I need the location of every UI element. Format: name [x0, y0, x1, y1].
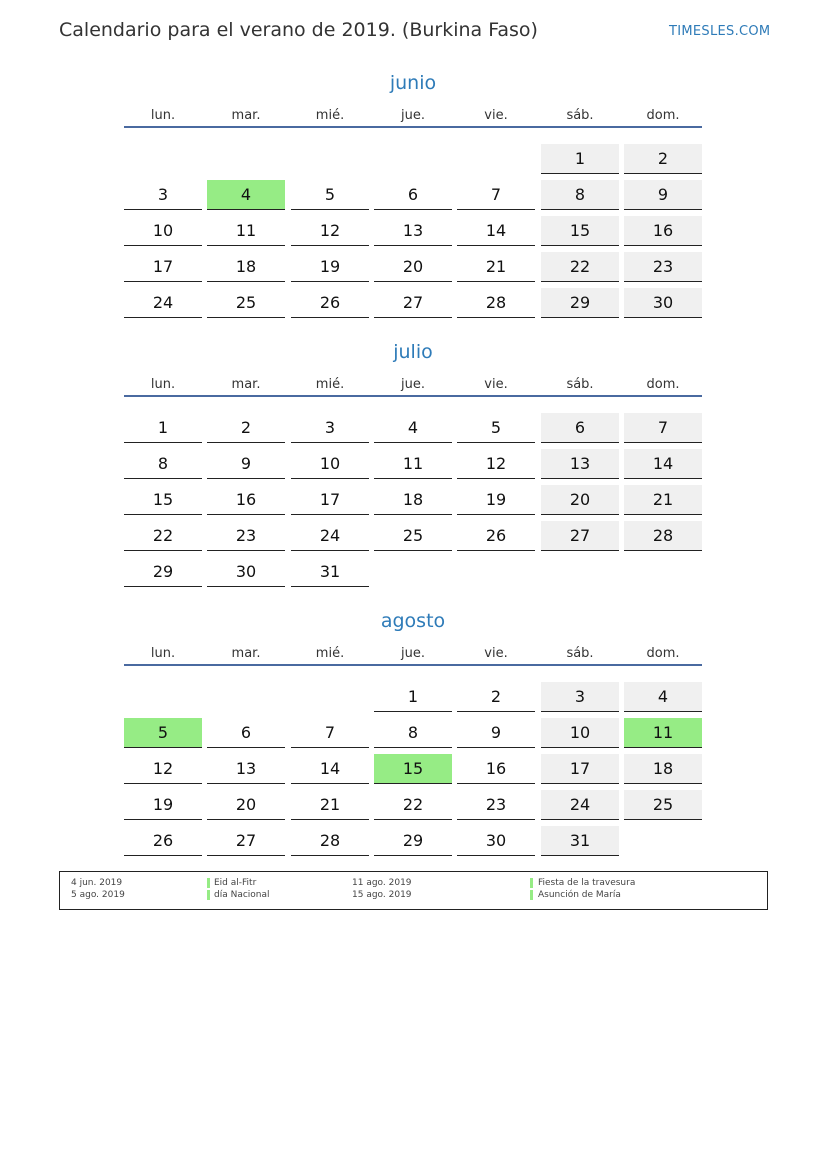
- holiday-marker: [207, 878, 210, 888]
- weekday-header: mar.: [231, 108, 261, 123]
- day-cell[interactable]: 26: [291, 288, 369, 318]
- day-cell[interactable]: 14: [291, 754, 369, 784]
- legend-date: 5 ago. 2019: [71, 890, 125, 900]
- day-cell[interactable]: 23: [624, 252, 702, 282]
- day-cell[interactable]: 14: [457, 216, 535, 246]
- day-cell[interactable]: 27: [207, 826, 285, 856]
- day-cell[interactable]: 14: [624, 449, 702, 479]
- legend-date: 15 ago. 2019: [352, 890, 412, 900]
- month-title: julio: [393, 341, 433, 363]
- weekday-header: mié.: [315, 377, 345, 392]
- day-cell[interactable]: 3: [541, 682, 619, 712]
- weekday-header: sáb.: [566, 108, 594, 123]
- legend-date: 11 ago. 2019: [352, 878, 412, 888]
- weekday-header: lun.: [150, 108, 176, 123]
- header-divider: [124, 395, 702, 397]
- day-cell[interactable]: 29: [541, 288, 619, 318]
- day-cell-holiday[interactable]: 15: [374, 754, 452, 784]
- day-cell[interactable]: 20: [374, 252, 452, 282]
- day-cell[interactable]: 8: [124, 449, 202, 479]
- day-cell[interactable]: 13: [207, 754, 285, 784]
- day-cell[interactable]: 1: [374, 682, 452, 712]
- holiday-marker: [530, 890, 533, 900]
- day-cell-holiday[interactable]: 5: [124, 718, 202, 748]
- day-cell[interactable]: 24: [541, 790, 619, 820]
- legend-date: 4 jun. 2019: [71, 878, 123, 888]
- day-cell[interactable]: 21: [624, 485, 702, 515]
- day-cell[interactable]: 24: [124, 288, 202, 318]
- day-cell[interactable]: 1: [124, 413, 202, 443]
- day-cell[interactable]: 10: [124, 216, 202, 246]
- day-cell[interactable]: 28: [457, 288, 535, 318]
- day-cell[interactable]: 10: [541, 718, 619, 748]
- day-cell[interactable]: 17: [541, 754, 619, 784]
- weekday-header: mié.: [315, 646, 345, 661]
- day-cell[interactable]: 7: [624, 413, 702, 443]
- day-cell[interactable]: 20: [541, 485, 619, 515]
- day-cell[interactable]: 15: [124, 485, 202, 515]
- day-cell[interactable]: 20: [207, 790, 285, 820]
- day-cell[interactable]: 17: [291, 485, 369, 515]
- day-cell[interactable]: 29: [374, 826, 452, 856]
- page-title: Calendario para el verano de 2019. (Burkina Faso): [59, 19, 538, 41]
- day-cell[interactable]: 9: [624, 180, 702, 210]
- weekday-header: jue.: [401, 646, 425, 661]
- day-cell[interactable]: 2: [624, 144, 702, 174]
- day-cell[interactable]: 19: [457, 485, 535, 515]
- day-cell[interactable]: 3: [291, 413, 369, 443]
- day-cell[interactable]: 23: [457, 790, 535, 820]
- header-divider: [124, 126, 702, 128]
- month-title: agosto: [380, 610, 446, 632]
- weekday-header: vie.: [484, 108, 508, 123]
- day-cell[interactable]: 4: [374, 413, 452, 443]
- weekday-header: dom.: [646, 108, 680, 123]
- day-cell[interactable]: 9: [207, 449, 285, 479]
- day-cell[interactable]: 2: [207, 413, 285, 443]
- weekday-header: vie.: [484, 377, 508, 392]
- day-cell[interactable]: 8: [374, 718, 452, 748]
- day-cell[interactable]: 22: [124, 521, 202, 551]
- day-cell[interactable]: 21: [291, 790, 369, 820]
- day-cell[interactable]: 24: [291, 521, 369, 551]
- day-cell[interactable]: 23: [207, 521, 285, 551]
- day-cell[interactable]: 30: [207, 557, 285, 587]
- day-cell[interactable]: 21: [457, 252, 535, 282]
- day-cell[interactable]: 16: [457, 754, 535, 784]
- day-cell[interactable]: 15: [541, 216, 619, 246]
- day-cell[interactable]: 6: [374, 180, 452, 210]
- day-cell[interactable]: 25: [624, 790, 702, 820]
- day-cell[interactable]: 5: [457, 413, 535, 443]
- day-cell[interactable]: 6: [207, 718, 285, 748]
- day-cell[interactable]: 28: [291, 826, 369, 856]
- weekday-header: jue.: [401, 108, 425, 123]
- day-cell[interactable]: 11: [207, 216, 285, 246]
- day-cell[interactable]: 16: [624, 216, 702, 246]
- holiday-legend: [59, 871, 768, 910]
- day-cell[interactable]: 26: [457, 521, 535, 551]
- day-cell[interactable]: 7: [291, 718, 369, 748]
- weekday-header: mar.: [231, 377, 261, 392]
- weekday-header: mar.: [231, 646, 261, 661]
- day-cell[interactable]: 11: [374, 449, 452, 479]
- legend-holiday-name: Asunción de María: [538, 890, 621, 900]
- day-cell[interactable]: 29: [124, 557, 202, 587]
- day-cell[interactable]: 7: [457, 180, 535, 210]
- weekday-header: vie.: [484, 646, 508, 661]
- day-cell[interactable]: 17: [124, 252, 202, 282]
- day-cell[interactable]: 2: [457, 682, 535, 712]
- day-cell[interactable]: 18: [374, 485, 452, 515]
- weekday-header: lun.: [150, 377, 176, 392]
- day-cell[interactable]: 19: [291, 252, 369, 282]
- day-cell[interactable]: 25: [207, 288, 285, 318]
- legend-holiday-name: día Nacional: [214, 890, 270, 900]
- weekday-header: dom.: [646, 377, 680, 392]
- day-cell[interactable]: 3: [124, 180, 202, 210]
- day-cell[interactable]: 18: [624, 754, 702, 784]
- day-cell[interactable]: 16: [207, 485, 285, 515]
- holiday-marker: [207, 890, 210, 900]
- day-cell[interactable]: 25: [374, 521, 452, 551]
- day-cell[interactable]: 9: [457, 718, 535, 748]
- day-cell[interactable]: 31: [291, 557, 369, 587]
- day-cell[interactable]: 31: [541, 826, 619, 856]
- month-title: junio: [389, 72, 437, 94]
- day-cell[interactable]: 28: [624, 521, 702, 551]
- day-cell[interactable]: 6: [541, 413, 619, 443]
- day-cell[interactable]: 1: [541, 144, 619, 174]
- day-cell[interactable]: 4: [624, 682, 702, 712]
- day-cell-holiday[interactable]: 4: [207, 180, 285, 210]
- day-cell[interactable]: 12: [124, 754, 202, 784]
- day-cell[interactable]: 8: [541, 180, 619, 210]
- day-cell[interactable]: 22: [541, 252, 619, 282]
- day-cell-holiday[interactable]: 11: [624, 718, 702, 748]
- legend-holiday-name: Eid al-Fitr: [214, 878, 257, 888]
- day-cell[interactable]: 26: [124, 826, 202, 856]
- day-cell[interactable]: 13: [374, 216, 452, 246]
- day-cell[interactable]: 22: [374, 790, 452, 820]
- weekday-header: lun.: [150, 646, 176, 661]
- weekday-header: sáb.: [566, 646, 594, 661]
- day-cell[interactable]: 18: [207, 252, 285, 282]
- day-cell[interactable]: 10: [291, 449, 369, 479]
- weekday-header: mié.: [315, 108, 345, 123]
- day-cell[interactable]: 12: [291, 216, 369, 246]
- weekday-header: jue.: [401, 377, 425, 392]
- day-cell[interactable]: 12: [457, 449, 535, 479]
- brand-logo-text[interactable]: TIMESLES.COM: [669, 24, 771, 39]
- day-cell[interactable]: 27: [374, 288, 452, 318]
- day-cell[interactable]: 30: [624, 288, 702, 318]
- day-cell[interactable]: 5: [291, 180, 369, 210]
- weekday-header: dom.: [646, 646, 680, 661]
- legend-holiday-name: Fiesta de la travesura: [538, 878, 636, 888]
- day-cell[interactable]: 19: [124, 790, 202, 820]
- day-cell[interactable]: 30: [457, 826, 535, 856]
- day-cell[interactable]: 13: [541, 449, 619, 479]
- day-cell[interactable]: 27: [541, 521, 619, 551]
- header-divider: [124, 664, 702, 666]
- holiday-marker: [530, 878, 533, 888]
- weekday-header: sáb.: [566, 377, 594, 392]
